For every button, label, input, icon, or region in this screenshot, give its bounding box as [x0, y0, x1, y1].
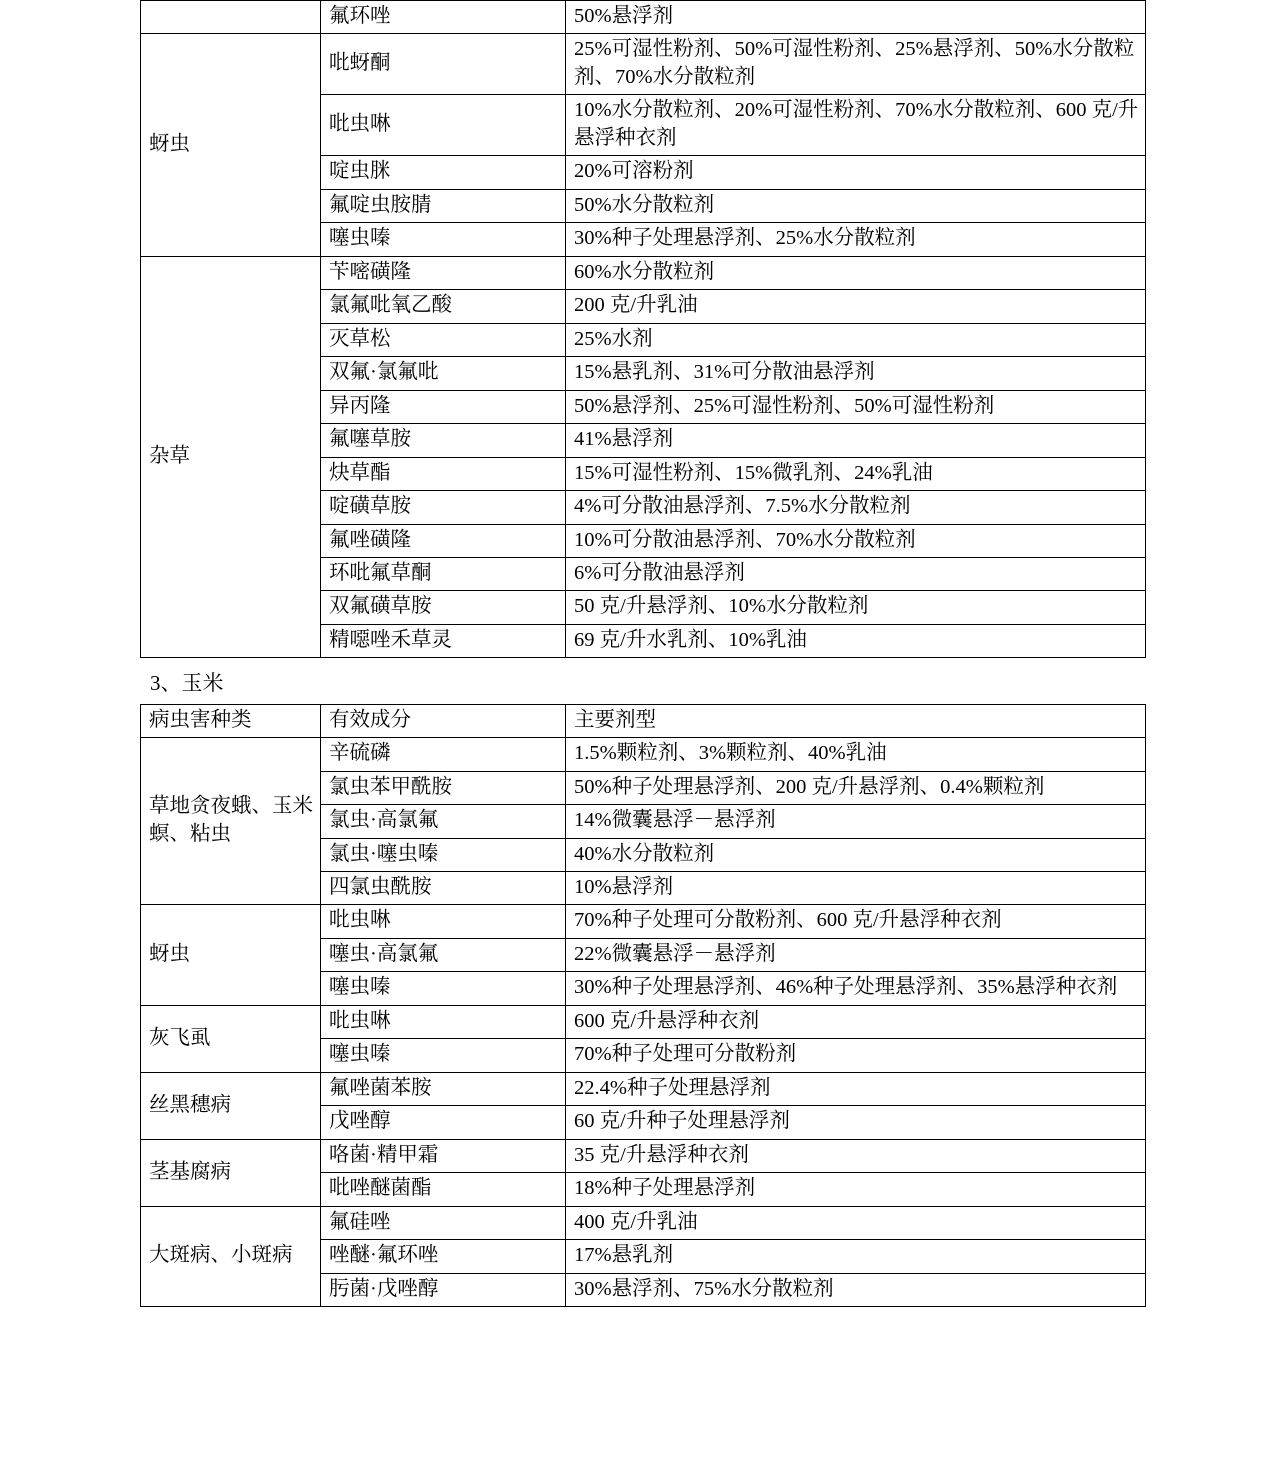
- ingredient-cell: 咯菌·精甲霜: [321, 1139, 566, 1172]
- formulation-cell: 60 克/升种子处理悬浮剂: [566, 1106, 1146, 1139]
- category-cell-aphid: 蚜虫: [141, 905, 321, 1005]
- category-cell-planthopper: 灰飞虱: [141, 1005, 321, 1072]
- table-row: [141, 738, 1146, 771]
- ingredient-cell: 啶磺草胺: [321, 491, 566, 524]
- formulation-cell: 1.5%颗粒剂、3%颗粒剂、40%乳油: [566, 738, 1146, 771]
- ingredient-cell: 吡蚜酮: [321, 34, 566, 95]
- ingredient-cell: 氟噻草胺: [321, 424, 566, 457]
- formulation-cell: 60%水分散粒剂: [566, 256, 1146, 289]
- ingredient-cell: 双氟·氯氟吡: [321, 357, 566, 390]
- ingredient-cell: 吡虫啉: [321, 1005, 566, 1038]
- ingredient-cell: 氯虫苯甲酰胺: [321, 771, 566, 804]
- ingredient-cell: 氟唑磺隆: [321, 524, 566, 557]
- category-cell-stalkrot: 茎基腐病: [141, 1139, 321, 1206]
- section-title-corn: 3、玉米: [150, 671, 224, 696]
- formulation-cell: 50%种子处理悬浮剂、200 克/升悬浮剂、0.4%颗粒剂: [566, 771, 1146, 804]
- formulation-cell: 600 克/升悬浮种衣剂: [566, 1005, 1146, 1038]
- formulation-cell: 15%悬乳剂、31%可分散油悬浮剂: [566, 357, 1146, 390]
- formulation-cell: 50%悬浮剂: [566, 1, 1146, 34]
- formulation-cell: 10%可分散油悬浮剂、70%水分散粒剂: [566, 524, 1146, 557]
- formulation-cell: 14%微囊悬浮－悬浮剂: [566, 805, 1146, 838]
- ingredient-cell: 噻虫嗪: [321, 972, 566, 1005]
- ingredient-cell: 吡虫啉: [321, 905, 566, 938]
- formulation-cell: 10%悬浮剂: [566, 872, 1146, 905]
- pesticide-table-wheat: [140, 0, 1146, 658]
- category-cell-empty: [141, 1, 321, 34]
- formulation-cell: 40%水分散粒剂: [566, 838, 1146, 871]
- ingredient-cell: 异丙隆: [321, 390, 566, 423]
- table-row: [141, 1, 1146, 34]
- ingredient-cell: 氟唑菌苯胺: [321, 1072, 566, 1105]
- ingredient-cell: 氟环唑: [321, 1, 566, 34]
- ingredient-cell: 灭草松: [321, 323, 566, 356]
- table-header-row: [141, 704, 1146, 737]
- formulation-cell: 30%悬浮剂、75%水分散粒剂: [566, 1273, 1146, 1306]
- formulation-cell: 30%种子处理悬浮剂、25%水分散粒剂: [566, 223, 1146, 256]
- table-row: [141, 256, 1146, 289]
- table-row: [141, 1072, 1146, 1105]
- formulation-cell: 41%悬浮剂: [566, 424, 1146, 457]
- table-row: [141, 1139, 1146, 1172]
- table-row: [141, 34, 1146, 95]
- ingredient-cell: 炔草酯: [321, 457, 566, 490]
- ingredient-cell: 氟啶虫胺腈: [321, 189, 566, 222]
- ingredient-cell: 环吡氟草酮: [321, 557, 566, 590]
- formulation-cell: 30%种子处理悬浮剂、46%种子处理悬浮剂、35%悬浮种衣剂: [566, 972, 1146, 1005]
- category-cell-armyworm: 草地贪夜蛾、玉米螟、粘虫: [141, 738, 321, 905]
- header-formulation: 主要剂型: [566, 704, 1146, 737]
- ingredient-cell: 辛硫磷: [321, 738, 566, 771]
- formulation-cell: 69 克/升水乳剂、10%乳油: [566, 624, 1146, 657]
- formulation-cell: 70%种子处理可分散粉剂、600 克/升悬浮种衣剂: [566, 905, 1146, 938]
- ingredient-cell: 精噁唑禾草灵: [321, 624, 566, 657]
- ingredient-cell: 戊唑醇: [321, 1106, 566, 1139]
- formulation-cell: 35 克/升悬浮种衣剂: [566, 1139, 1146, 1172]
- ingredient-cell: 氯虫·噻虫嗪: [321, 838, 566, 871]
- ingredient-cell: 噻虫·高氯氟: [321, 938, 566, 971]
- ingredient-cell: 肟菌·戊唑醇: [321, 1273, 566, 1306]
- formulation-cell: 50 克/升悬浮剂、10%水分散粒剂: [566, 591, 1146, 624]
- formulation-cell: 50%水分散粒剂: [566, 189, 1146, 222]
- formulation-cell: 22%微囊悬浮－悬浮剂: [566, 938, 1146, 971]
- formulation-cell: 18%种子处理悬浮剂: [566, 1173, 1146, 1206]
- formulation-cell: 15%可湿性粉剂、15%微乳剂、24%乳油: [566, 457, 1146, 490]
- ingredient-cell: 双氟磺草胺: [321, 591, 566, 624]
- ingredient-cell: 氯虫·高氯氟: [321, 805, 566, 838]
- table-row: [141, 905, 1146, 938]
- formulation-cell: 22.4%种子处理悬浮剂: [566, 1072, 1146, 1105]
- table-row: [141, 1005, 1146, 1038]
- ingredient-cell: 氯氟吡氧乙酸: [321, 290, 566, 323]
- ingredient-cell: 四氯虫酰胺: [321, 872, 566, 905]
- ingredient-cell: 吡虫啉: [321, 95, 566, 156]
- formulation-cell: 17%悬乳剂: [566, 1240, 1146, 1273]
- ingredient-cell: 啶虫脒: [321, 156, 566, 189]
- header-category: 病虫害种类: [141, 704, 321, 737]
- header-ingredient: 有效成分: [321, 704, 566, 737]
- ingredient-cell: 苄嘧磺隆: [321, 256, 566, 289]
- formulation-cell: 200 克/升乳油: [566, 290, 1146, 323]
- formulation-cell: 400 克/升乳油: [566, 1206, 1146, 1239]
- formulation-cell: 20%可溶粉剂: [566, 156, 1146, 189]
- category-cell-leafblight: 大斑病、小斑病: [141, 1206, 321, 1306]
- ingredient-cell: 氟硅唑: [321, 1206, 566, 1239]
- ingredient-cell: 唑醚·氟环唑: [321, 1240, 566, 1273]
- category-cell-headsmut: 丝黑穗病: [141, 1072, 321, 1139]
- ingredient-cell: 吡唑醚菌酯: [321, 1173, 566, 1206]
- category-cell-weed: 杂草: [141, 256, 321, 658]
- formulation-cell: 4%可分散油悬浮剂、7.5%水分散粒剂: [566, 491, 1146, 524]
- formulation-cell: 50%悬浮剂、25%可湿性粉剂、50%可湿性粉剂: [566, 390, 1146, 423]
- formulation-cell: 25%水剂: [566, 323, 1146, 356]
- formulation-cell: 25%可湿性粉剂、50%可湿性粉剂、25%悬浮剂、50%水分散粒剂、70%水分散粒剂: [566, 34, 1146, 95]
- ingredient-cell: 噻虫嗪: [321, 223, 566, 256]
- formulation-cell: 10%水分散粒剂、20%可湿性粉剂、70%水分散粒剂、600 克/升悬浮种衣剂: [566, 95, 1146, 156]
- formulation-cell: 6%可分散油悬浮剂: [566, 557, 1146, 590]
- table-row: [141, 1206, 1146, 1239]
- ingredient-cell: 噻虫嗪: [321, 1039, 566, 1072]
- formulation-cell: 70%种子处理可分散粉剂: [566, 1039, 1146, 1072]
- category-cell-aphid: 蚜虫: [141, 34, 321, 256]
- pesticide-table-corn: [140, 704, 1146, 1307]
